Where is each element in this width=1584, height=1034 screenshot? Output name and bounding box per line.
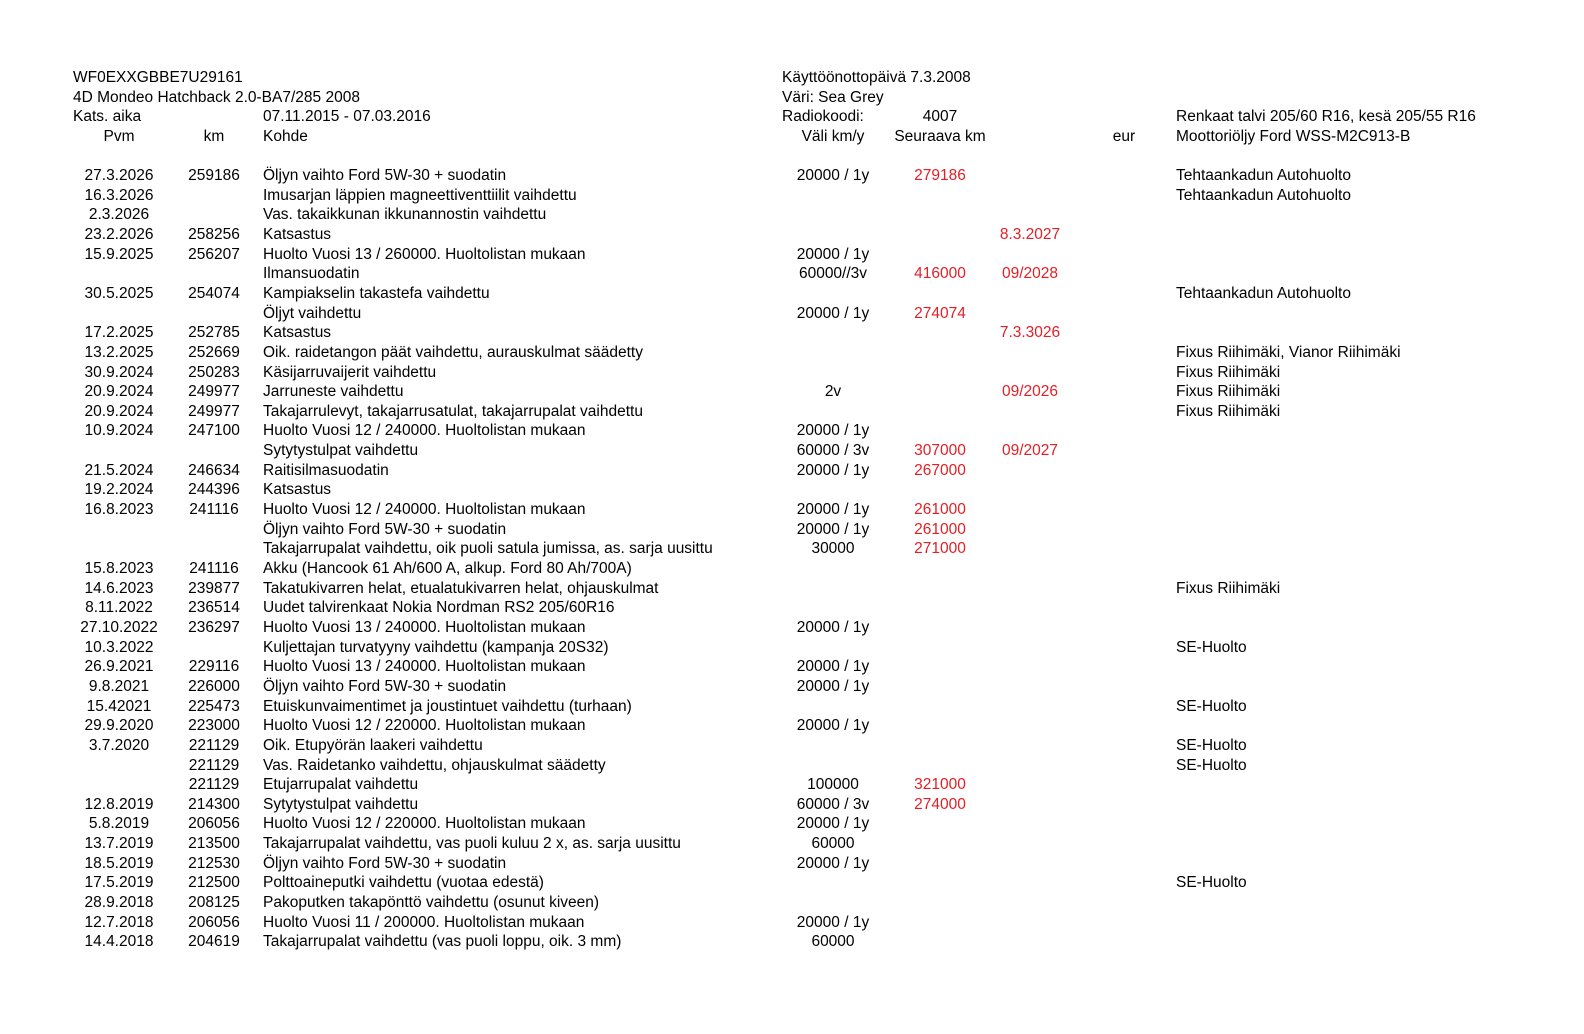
row-interval: 60000: [811, 835, 855, 852]
row-next-km: 271000: [914, 540, 966, 557]
row-date: 15.9.2025: [84, 246, 154, 263]
row-description: Öljyn vaihto Ford 5W-30 + suodatin: [263, 521, 507, 538]
row-interval: 20000 / 1y: [796, 246, 870, 263]
row-date: 19.2.2024: [84, 481, 154, 498]
row-date: 30.5.2025: [84, 285, 154, 302]
row-interval: 20000 / 1y: [796, 501, 870, 518]
row-km: 236297: [188, 619, 240, 636]
row-date: 15.8.2023: [84, 560, 154, 577]
row-date: 5.8.2019: [88, 815, 150, 832]
row-date: 20.9.2024: [84, 403, 154, 420]
row-date: 30.9.2024: [84, 364, 154, 381]
row-km: 241116: [189, 560, 239, 577]
row-description: Huolto Vuosi 13 / 240000. Huoltolistan mukaan: [263, 619, 586, 636]
row-interval: 60000 / 3v: [796, 442, 870, 459]
row-date: 16.3.2026: [84, 187, 154, 204]
row-due-date: 7.3.3026: [999, 324, 1061, 341]
row-description: Oik. Etupyörän laakeri vaihdettu: [263, 737, 483, 754]
column-header-seuraava: Seuraava km: [894, 128, 986, 145]
row-service-shop: SE-Huolto: [1176, 639, 1247, 656]
vehicle-color: Väri: Sea Grey: [782, 89, 884, 106]
row-interval: 20000 / 1y: [796, 619, 870, 636]
commissioning-date: Käyttöönottopäivä 7.3.2008: [782, 69, 971, 86]
row-date: 28.9.2018: [84, 894, 154, 911]
row-description: Takajarrupalat vaihdettu, vas puoli kuluu 2 x, as. sarja uusittu: [263, 835, 681, 852]
row-km: 244396: [188, 481, 240, 498]
row-service-shop: Fixus Riihimäki: [1176, 364, 1281, 381]
row-description: Huolto Vuosi 13 / 260000. Huoltolistan mukaan: [263, 246, 586, 263]
kats-aika-label: Kats. aika: [73, 108, 142, 125]
row-interval: 20000 / 1y: [796, 914, 870, 931]
row-interval: 20000 / 1y: [796, 167, 870, 184]
row-date: 13.2.2025: [84, 344, 154, 361]
row-service-shop: SE-Huolto: [1176, 737, 1247, 754]
row-date: 23.2.2026: [84, 226, 154, 243]
column-header-km: km: [203, 128, 225, 145]
kats-aika-value: 07.11.2015 - 07.03.2016: [263, 108, 431, 125]
row-interval: 20000 / 1y: [796, 678, 870, 695]
row-date: 14.6.2023: [84, 580, 154, 597]
row-interval: 20000 / 1y: [796, 305, 870, 322]
row-description: Vas. takaikkunan ikkunannostin vaihdettu: [263, 206, 547, 223]
row-km: 229116: [188, 658, 240, 675]
row-date: 8.11.2022: [85, 599, 153, 616]
row-date: 17.5.2019: [84, 874, 154, 891]
row-description: Öljyn vaihto Ford 5W-30 + suodatin: [263, 855, 507, 872]
row-service-shop: Tehtaankadun Autohuolto: [1176, 285, 1351, 302]
row-km: 249977: [188, 403, 240, 420]
row-next-km: 274000: [914, 796, 966, 813]
row-description: Kampiakselin takastefa vaihdettu: [263, 285, 490, 302]
row-description: Käsijarruvaijerit vaihdettu: [263, 364, 437, 381]
column-header-pvm: Pvm: [103, 128, 135, 145]
row-next-km: 274074: [914, 305, 966, 322]
row-interval: 20000 / 1y: [796, 521, 870, 538]
row-description: Katsastus: [263, 481, 332, 498]
row-date: 9.8.2021: [88, 678, 150, 695]
row-description: Katsastus: [263, 226, 332, 243]
row-description: Öljyn vaihto Ford 5W-30 + suodatin: [263, 167, 507, 184]
engine-oil-info: Moottoriöljy Ford WSS-M2C913-B: [1176, 128, 1411, 145]
radio-code-value: 4007: [922, 108, 958, 125]
row-next-km: 261000: [914, 501, 966, 518]
row-service-shop: SE-Huolto: [1176, 757, 1247, 774]
radio-code-label: Radiokoodi:: [782, 108, 864, 125]
row-interval: 30000: [811, 540, 855, 557]
row-interval: 20000 / 1y: [796, 815, 870, 832]
row-service-shop: Tehtaankadun Autohuolto: [1176, 187, 1351, 204]
row-km: 212500: [188, 874, 240, 891]
row-km: 214300: [188, 796, 240, 813]
row-date: 26.9.2021: [84, 658, 154, 675]
row-km: 206056: [188, 914, 240, 931]
row-km: 212530: [188, 855, 240, 872]
row-km: 252669: [188, 344, 240, 361]
row-next-km: 307000: [914, 442, 966, 459]
row-km: 254074: [188, 285, 240, 302]
row-description: Vas. Raidetanko vaihdettu, ohjauskulmat säädetty: [263, 757, 606, 774]
row-interval: 100000: [807, 776, 859, 793]
row-km: 258256: [188, 226, 240, 243]
column-header-eur: eur: [1112, 128, 1136, 145]
row-date: 12.7.2018: [84, 914, 154, 931]
row-interval: 20000 / 1y: [796, 717, 870, 734]
row-service-shop: Fixus Riihimäki: [1176, 403, 1281, 420]
row-description: Polttoaineputki vaihdettu (vuotaa edestä): [263, 874, 544, 891]
row-km: 250283: [188, 364, 240, 381]
row-interval: 20000 / 1y: [796, 855, 870, 872]
row-km: 249977: [188, 383, 240, 400]
row-service-shop: Fixus Riihimäki: [1176, 580, 1281, 597]
tires-info: Renkaat talvi 205/60 R16, kesä 205/55 R16: [1176, 108, 1476, 125]
row-service-shop: Fixus Riihimäki, Vianor Riihimäki: [1176, 344, 1401, 361]
row-service-shop: SE-Huolto: [1176, 874, 1247, 891]
row-date: 27.3.2026: [84, 167, 154, 184]
row-description: Imusarjan läppien magneettiventtiilit vaihdettu: [263, 187, 577, 204]
row-date: 14.4.2018: [84, 933, 154, 950]
row-description: Huolto Vuosi 12 / 220000. Huoltolistan mukaan: [263, 815, 586, 832]
row-description: Katsastus: [263, 324, 332, 341]
row-description: Huolto Vuosi 12 / 240000. Huoltolistan mukaan: [263, 422, 586, 439]
row-service-shop: Tehtaankadun Autohuolto: [1176, 167, 1351, 184]
row-date: 3.7.2020: [88, 737, 150, 754]
row-next-km: 267000: [914, 462, 966, 479]
row-service-shop: SE-Huolto: [1176, 698, 1247, 715]
row-km: 221129: [188, 737, 240, 754]
row-description: Etuiskunvaimentimet ja joustintuet vaihdettu (turhaan): [263, 698, 632, 715]
row-km: 252785: [188, 324, 240, 341]
row-due-date: 09/2028: [1001, 265, 1059, 282]
column-header-kohde: Kohde: [263, 128, 308, 145]
row-km: 226000: [188, 678, 240, 695]
row-km: 221129: [188, 776, 240, 793]
row-description: Sytytystulpat vaihdettu: [263, 442, 419, 459]
row-description: Pakoputken takapönttö vaihdettu (osunut kiveen): [263, 894, 600, 911]
row-due-date: 09/2026: [1001, 383, 1059, 400]
row-interval: 60000//3v: [798, 265, 868, 282]
vin: WF0EXXGBBE7U29161: [73, 69, 243, 86]
row-interval: 60000 / 3v: [796, 796, 870, 813]
row-description: Kuljettajan turvatyyny vaihdettu (kampanja 20S32): [263, 639, 609, 656]
row-date: 27.10.2022: [80, 619, 158, 636]
row-date: 17.2.2025: [84, 324, 154, 341]
row-km: 259186: [188, 167, 240, 184]
row-date: 13.7.2019: [84, 835, 154, 852]
row-next-km: 261000: [914, 521, 966, 538]
row-description: Oik. raidetangon päät vaihdettu, aurauskulmat säädetty: [263, 344, 643, 361]
row-description: Takajarrupalat vaihdettu (vas puoli loppu, oik. 3 mm): [263, 933, 622, 950]
row-date: 2.3.2026: [88, 206, 150, 223]
row-km: 256207: [188, 246, 240, 263]
row-km: 221129: [188, 757, 240, 774]
row-due-date: 8.3.2027: [999, 226, 1061, 243]
row-next-km: 321000: [914, 776, 966, 793]
row-interval: 20000 / 1y: [796, 658, 870, 675]
row-description: Takajarrupalat vaihdettu, oik puoli satula jumissa, as. sarja uusittu: [263, 540, 713, 557]
row-date: 12.8.2019: [84, 796, 154, 813]
row-date: 20.9.2024: [84, 383, 154, 400]
row-date: 21.5.2024: [84, 462, 154, 479]
row-interval: 60000: [811, 933, 855, 950]
row-service-shop: Fixus Riihimäki: [1176, 383, 1281, 400]
row-next-km: 416000: [914, 265, 966, 282]
row-description: Takajarrulevyt, takajarrusatulat, takajarrupalat vaihdettu: [263, 403, 643, 420]
row-description: Huolto Vuosi 13 / 240000. Huoltolistan mukaan: [263, 658, 586, 675]
row-date: 29.9.2020: [84, 717, 154, 734]
row-km: 239877: [188, 580, 240, 597]
row-km: 241116: [189, 501, 239, 518]
row-description: Akku (Hancook 61 Ah/600 A, alkup. Ford 80 Ah/700A): [263, 560, 632, 577]
row-description: Ilmansuodatin: [263, 265, 360, 282]
row-km: 208125: [188, 894, 240, 911]
row-km: 246634: [188, 462, 240, 479]
row-date: 18.5.2019: [84, 855, 154, 872]
row-interval: 2v: [824, 383, 842, 400]
vehicle-model: 4D Mondeo Hatchback 2.0-BA7/285 2008: [73, 89, 360, 106]
row-date: 16.8.2023: [84, 501, 154, 518]
row-km: 236514: [188, 599, 240, 616]
row-description: Raitisilmasuodatin: [263, 462, 389, 479]
column-header-vali: Väli km/y: [801, 128, 865, 145]
row-interval: 20000 / 1y: [796, 422, 870, 439]
row-km: 213500: [188, 835, 240, 852]
row-due-date: 09/2027: [1001, 442, 1059, 459]
row-description: Etujarrupalat vaihdettu: [263, 776, 419, 793]
row-description: Takatukivarren helat, etualatukivarren helat, ohjauskulmat: [263, 580, 659, 597]
row-next-km: 279186: [914, 167, 966, 184]
row-description: Uudet talvirenkaat Nokia Nordman RS2 205/60R16: [263, 599, 615, 616]
row-date: 10.3.2022: [84, 639, 154, 656]
row-description: Öljyt vaihdettu: [263, 305, 362, 322]
row-date: 10.9.2024: [84, 422, 154, 439]
row-description: Huolto Vuosi 12 / 220000. Huoltolistan mukaan: [263, 717, 586, 734]
row-description: Huolto Vuosi 11 / 200000. Huoltolistan mukaan: [263, 914, 585, 931]
row-description: Sytytystulpat vaihdettu: [263, 796, 419, 813]
row-description: Huolto Vuosi 12 / 240000. Huoltolistan mukaan: [263, 501, 586, 518]
row-date: 15.42021: [86, 698, 152, 715]
row-description: Jarruneste vaihdettu: [263, 383, 404, 400]
row-interval: 20000 / 1y: [796, 462, 870, 479]
row-km: 225473: [188, 698, 240, 715]
row-description: Öljyn vaihto Ford 5W-30 + suodatin: [263, 678, 507, 695]
row-km: 247100: [188, 422, 240, 439]
row-km: 206056: [188, 815, 240, 832]
row-km: 204619: [188, 933, 240, 950]
row-km: 223000: [188, 717, 240, 734]
